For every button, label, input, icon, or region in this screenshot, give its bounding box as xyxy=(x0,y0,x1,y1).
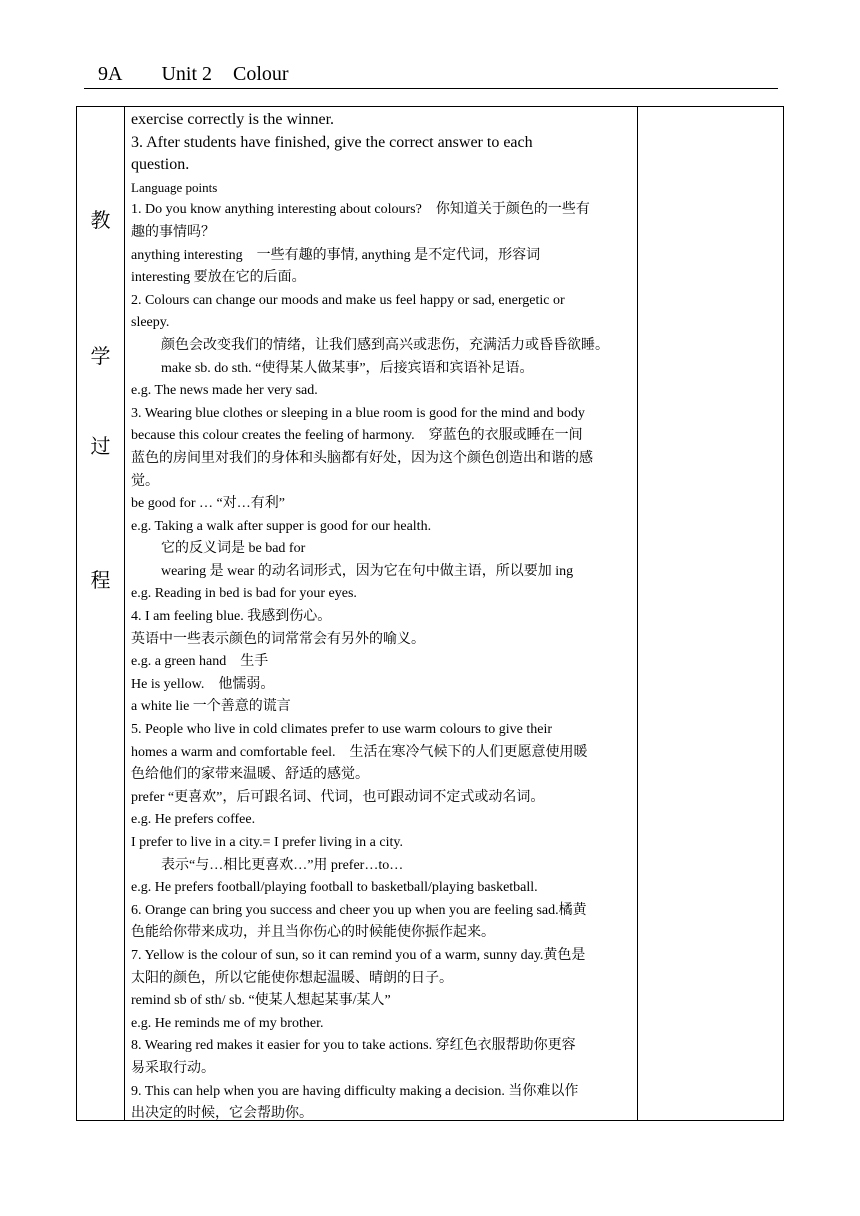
content-line: 3. After students have finished, give the correct answer to each xyxy=(131,133,533,151)
content-line: 出决定的时候，它会帮助你。 xyxy=(131,1106,313,1122)
notes-column xyxy=(637,107,638,1120)
sidebar-label-column xyxy=(77,107,125,1120)
content-line: 8. Wearing red makes it easier for you to take actions. 穿红色衣服帮助你更容 xyxy=(131,1038,576,1054)
content-line: 4. I am feeling blue. 我感到伤心。 xyxy=(131,609,332,625)
content-line: e.g. He reminds me of my brother. xyxy=(131,1015,324,1031)
content-line: remind sb of sth/ sb. “使某人想起某事/某人” xyxy=(131,993,391,1009)
content-line: 太阳的颜色，所以它能使你想起温暖、晴朗的日子。 xyxy=(131,970,453,986)
page-header xyxy=(84,60,778,89)
content-line: prefer “更喜欢”，后可跟名词、代词，也可跟动词不定式或动名词。 xyxy=(131,789,545,805)
content-line: 3. Wearing blue clothes or sleeping in a blue room is good for the mind and body xyxy=(131,405,585,421)
content-line: anything interesting 一些有趣的事情, anything 是不定代词，形容词 xyxy=(131,247,541,263)
content-line: e.g. The news made her very sad. xyxy=(131,383,318,399)
content-line: 易采取行动。 xyxy=(131,1060,215,1076)
content-line: 色给他们的家带来温暖、舒适的感觉。 xyxy=(131,767,369,783)
content-line: e.g. Taking a walk after supper is good for our health. xyxy=(131,518,432,534)
content-line: be good for … “对…有利” xyxy=(131,496,285,512)
content-line: Language points xyxy=(131,179,218,195)
content-line: 1. Do you know anything interesting about colours? 你知道关于颜色的一些有 xyxy=(131,202,590,218)
content-line: 7. Yellow is the colour of sun, so it can remind you of a warm, sunny day.黄色是 xyxy=(131,947,586,963)
content-line: 它的反义词是 be bad for xyxy=(161,541,306,557)
sidebar-char: 学 xyxy=(90,346,111,368)
header-grade: 9A xyxy=(98,63,123,85)
content-line: 6. Orange can bring you success and cheer you up when you are feeling sad.橘黄 xyxy=(131,902,587,918)
content-line: question. xyxy=(131,156,190,174)
content-line: sleepy. xyxy=(131,315,170,331)
content-line: e.g. He prefers coffee. xyxy=(131,812,256,828)
content-line: 9. This can help when you are having difficulty making a decision. 当你难以作 xyxy=(131,1083,579,1099)
content-line: a white lie 一个善意的谎言 xyxy=(131,699,291,715)
content-line: 趣的事情吗？ xyxy=(131,224,215,240)
content-line: 5. People who live in cold climates prefer to use warm colours to give their xyxy=(131,722,553,738)
content-line: 表示“与…相比更喜欢…”用 prefer…to… xyxy=(161,857,404,873)
content-line: 英语中一些表示颜色的词常常会有另外的喻义。 xyxy=(131,631,425,647)
content-line: e.g. Reading in bed is bad for your eyes. xyxy=(131,586,357,602)
content-line: wearing 是 wear 的动名词形式，因为它在句中做主语，所以要加 ing xyxy=(161,563,574,579)
content-line: e.g. He prefers football/playing football to basketball/playing basketball. xyxy=(131,880,538,896)
content-line: 觉。 xyxy=(131,473,159,489)
content-line: exercise correctly is the winner. xyxy=(131,111,335,128)
sidebar-char: 程 xyxy=(90,570,111,592)
header-unit: Unit 2 xyxy=(161,63,213,85)
content-line: He is yellow. 他懦弱。 xyxy=(131,676,275,692)
content-line: e.g. a green hand 生手 xyxy=(131,654,269,670)
lesson-table xyxy=(76,106,784,1121)
content-line: 色能给你带来成功，并且当你伤心的时候能使你振作起来。 xyxy=(131,925,495,941)
content-line: 颜色会改变我们的情绪，让我们感到高兴或悲伤，充满活力或昏昏欲睡。 xyxy=(161,337,609,353)
content-line: make sb. do sth. “使得某人做某事”，后接宾语和宾语补足语。 xyxy=(161,360,534,376)
sidebar-char: 过 xyxy=(90,436,111,458)
header-title: Colour xyxy=(233,63,289,85)
content-line: 蓝色的房间里对我们的身体和头脑都有好处，因为这个颜色创造出和谐的感 xyxy=(131,450,593,466)
content-line: interesting 要放在它的后面。 xyxy=(131,270,306,286)
sidebar-char: 教 xyxy=(90,210,111,232)
content-line: because this colour creates the feeling of harmony. 穿蓝色的衣服或睡在一间 xyxy=(131,428,583,444)
content-line: I prefer to live in a city.= I prefer living in a city. xyxy=(131,835,403,850)
content-line: 2. Colours can change our moods and make us feel happy or sad, energetic or xyxy=(131,292,565,308)
lesson-content xyxy=(131,109,633,1126)
content-line: homes a warm and comfortable feel. 生活在寒冷气候下的人们更愿意使用暖 xyxy=(131,744,588,760)
